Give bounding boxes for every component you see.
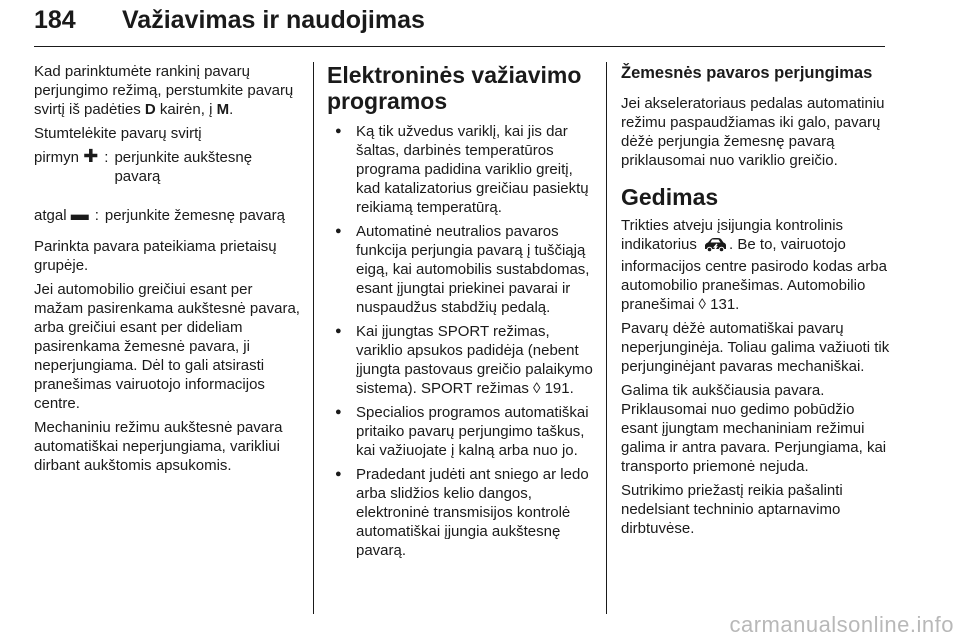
minus-icon: ▬ [70, 204, 89, 224]
kickdown-paragraph: Jei akseleratoriaus pedalas automatiniu režimu paspaudžiamas iki galo, pavarų dėžė perjungia žemesnę pavarą priklausomai nuo variklio greičio. [621, 95, 885, 169]
list-item: ● Automatinė neutralios pavaros funkcija perjungia pavarą į tuščiąją eigą, kai automobilis sustabdomas, esant įjungtai priekinei pavarai ir nuspaudžus stabdžių pedalą. [327, 222, 599, 317]
column-2 [327, 62, 599, 565]
column-divider-1 [313, 62, 314, 614]
repair-paragraph: Sutrikimo priežastį reikia pašalinti nedelsiant techninio aptarnavimo dirbtuvėse. [621, 482, 843, 537]
position-m: M [216, 101, 230, 118]
watermark: carmanualsonline.info [729, 612, 954, 637]
selected-gear-paragraph: Parinkta pavara pateikiama prietaisų grupėje. [34, 238, 277, 274]
header-rule [34, 46, 885, 47]
no-auto-shift-paragraph: Pavarų dėžė automatiškai pavarų neperjunginėja. Toliau galima važiuoti tik perjunginėjant pavaras mechaniškai. [621, 320, 890, 375]
manual-mode-paragraph: Kad parinktumėte rankinį pavarų perjungimo režimą, perstumkite pavarų svirtį iš padėties D kairėn, į M. [34, 63, 294, 118]
column-3 [621, 62, 891, 543]
column-1 [34, 62, 302, 480]
page-ref[interactable]: 191. [540, 380, 574, 397]
manual-upshift-paragraph: Mechaniniu režimu aukštesnė pavara automatiškai neperjungiama, varikliui dirbant aukštomis apsukomis. [34, 419, 283, 474]
page-header [34, 0, 885, 48]
section-heading-kickdown: Žemesnės pavaros perjungimas [621, 64, 873, 82]
gear-rejected-paragraph: Jei automobilio greičiui esant per mažam pasirenkama aukštesnė pavara, arba greičiui esant per dideliam pasirenkama žemesnė pavara, ji neperjungiama. Dėl to gali atsirasti pranešimas vairuotojo informacijos centre. [34, 281, 300, 412]
highest-gear-paragraph: Galima tik aukščiausia pavara. Priklausomai nuo gedimo pobūdžio esant įjungtam mechaniniam režimui galima ir antra pavara. Perjungiama, kai transporto priemonė nejuda. [621, 382, 887, 475]
section-heading-programs: Elektroninės važiavimo programos [327, 62, 582, 114]
shift-back-desc: perjunkite žemesnę pavarą [104, 207, 285, 224]
section-heading-fault: Gedimas [621, 184, 719, 210]
page-ref[interactable]: 131. [705, 296, 740, 313]
plus-icon: ✚ [83, 146, 99, 166]
car-warning-icon [703, 237, 727, 257]
page-ref-arrow-icon: ◊ [698, 296, 706, 313]
list-item: ● Kai įjungtas SPORT režimas, variklio apsukos padidėja (nebent įjungta pastovaus greičio palaikymo sistema). SPORT režimas ◊ 191. [327, 322, 599, 398]
chapter-title: Važiavimas ir naudojimas [122, 6, 425, 34]
shift-forward-row: pirmyn ✚ : perjunkite aukštesnę pavarą [34, 148, 302, 186]
list-item: ● Pradedant judėti ant sniego ar ledo arba slidžios kelio dangos, elektroninė transmisijos kontrolė automatiškai įjungia aukštesnę pavarą. [327, 465, 599, 560]
page-number: 184 [34, 6, 76, 34]
tap-lever-paragraph: Stumtelėkite pavarų svirtį [34, 125, 202, 142]
programs-list [327, 122, 599, 560]
page-ref-arrow-icon: ◊ [532, 380, 541, 397]
column-divider-2 [606, 62, 607, 614]
shift-back-row: atgal ▬ : perjunkite žemesnę pavarą [34, 206, 302, 225]
list-item: ● Ką tik užvedus variklį, kai jis dar šaltas, darbinės temperatūros programa padidina variklio greitį, kad katalizatorius greičiau pasiektų reikiamą temperatūrą. [327, 122, 599, 217]
position-d: D [144, 101, 156, 118]
list-item: ● Specialios programos automatiškai pritaiko pavarų perjungimo taškus, kai važiuojate į kalną arba nuo jo. [327, 403, 599, 460]
shift-forward-desc: perjunkite aukštesnę pavarą [114, 149, 253, 185]
fault-indicator-paragraph: Trikties atveju įsijungia kontrolinis indikatorius . Be to, vairuotojo informacijos centre pasirodo kodas arba automobilio pranešimas. Automobilio pranešimai ◊ 131. [621, 217, 887, 313]
